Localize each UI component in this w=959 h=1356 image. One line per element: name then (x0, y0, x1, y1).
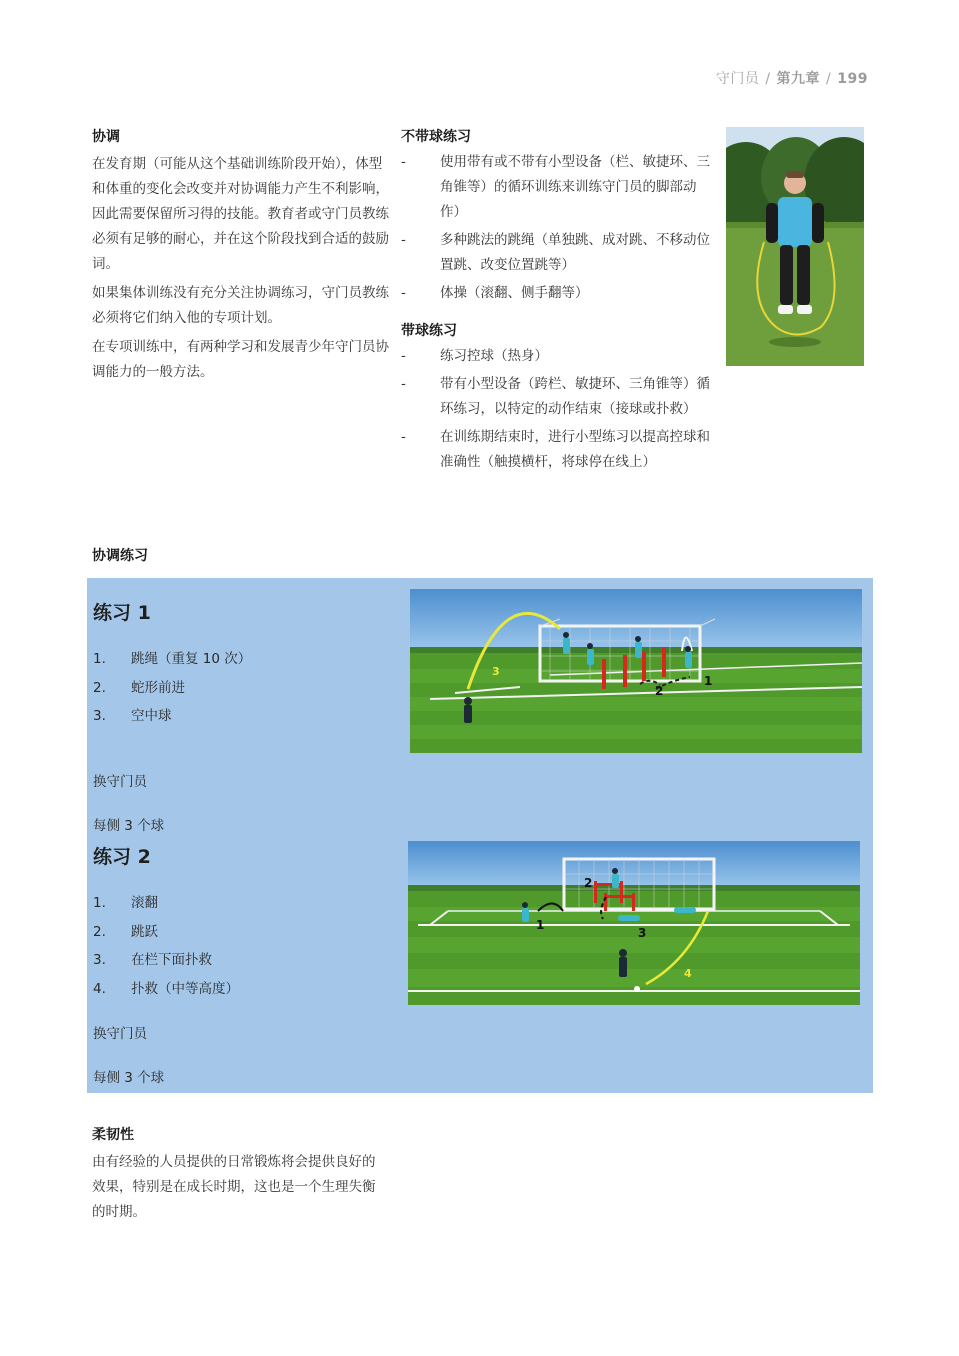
diagram-label-3: 3 (638, 926, 647, 940)
step-number: 1. (93, 651, 106, 667)
coordination-paragraph-3: 在专项训练中，有两种学习和发展青少年守门员协调能力的一般方法。 (92, 339, 389, 380)
photo-illustration (726, 127, 864, 366)
list-item (93, 975, 393, 1004)
step-text: 空中球 (131, 708, 172, 724)
dash-bullet: - (401, 348, 406, 364)
step-text: 跳绳（重复 10 次） (131, 651, 252, 667)
exercise-2-title: 练习 2 (93, 846, 151, 868)
step-text: 蛇形前进 (131, 679, 185, 696)
list-item-text: 使用带有或不带有小型设备（栏、敏捷环、三角锥等）的循环训练来训练守门员的脚部动作） (440, 154, 710, 220)
coordination-exercises-title: 协调练习 (92, 548, 148, 564)
without-ball-heading: 不带球练习 (401, 129, 471, 145)
exercise-1-note-balls: 每侧 3 个球 (93, 818, 165, 834)
running-header (716, 68, 868, 88)
exercise-1-note-rotate: 换守门员 (93, 774, 147, 790)
step-text: 滚翻 (131, 895, 158, 911)
list-item (93, 918, 393, 947)
list-item-text: 带有小型设备（跨栏、敏捷环、三角锥等）循环练习，以特定的动作结束（接球或扑救） (440, 376, 710, 417)
step-number: 2. (93, 923, 106, 940)
flexibility-paragraph: 由有经验的人员提供的日常锻炼将会提供良好的效果，特别是在成长时期，这也是一个生理失衡的时期。 (92, 1154, 376, 1220)
diagram-label-2: 2 (655, 684, 664, 698)
list-item-text: 体操（滚翻、侧手翻等） (440, 285, 589, 301)
list-item (401, 372, 711, 422)
list-item (401, 228, 711, 278)
coordination-paragraph-2: 如果集体训练没有充分关注协调练习，守门员教练必须将它们纳入他的专项计划。 (92, 285, 389, 326)
header-chapter: 第九章 (776, 71, 821, 87)
flexibility-section (92, 1124, 382, 1229)
step-number: 2. (93, 679, 106, 696)
dash-bullet: - (401, 285, 406, 301)
exercise-1-diagram (410, 589, 862, 753)
list-item (401, 281, 711, 306)
step-number: 1. (93, 895, 106, 911)
diagram-label-1: 1 (536, 918, 545, 932)
list-item (93, 946, 393, 975)
dash-bullet: - (401, 232, 406, 248)
page-number: 199 (837, 71, 868, 87)
goalkeeper-jump-rope-photo (726, 127, 864, 366)
list-item (401, 344, 711, 369)
diagram-label-4: 4 (684, 967, 692, 980)
dash-bullet: - (401, 376, 406, 392)
list-item (93, 889, 393, 918)
with-ball-heading: 带球练习 (401, 323, 457, 339)
list-item (401, 425, 711, 475)
step-text: 扑救（中等高度） (131, 980, 239, 997)
coordination-heading: 协调 (92, 129, 120, 145)
list-item-text: 多种跳法的跳绳（单独跳、成对跳、不移动位置跳、改变位置跳等） (440, 232, 710, 273)
diagram-label-1: 1 (704, 674, 713, 688)
flexibility-heading: 柔韧性 (92, 1127, 134, 1143)
header-separator-2: / (826, 71, 832, 87)
exercise-2-field-illustration (408, 841, 860, 1005)
dash-bullet: - (401, 154, 406, 170)
list-item (401, 150, 711, 225)
list-item (93, 645, 393, 674)
step-text: 跳跃 (131, 923, 158, 940)
step-text: 在栏下面扑救 (131, 952, 212, 968)
diagram-label-3: 3 (492, 665, 500, 678)
diagram-label-2: 2 (584, 876, 593, 890)
step-number: 3. (93, 952, 106, 968)
list-item (93, 702, 393, 731)
dash-bullet: - (401, 429, 406, 445)
exercise-2-note-balls: 每侧 3 个球 (93, 1070, 165, 1086)
exercise-box (87, 578, 873, 1093)
exercise-1-title: 练习 1 (93, 602, 151, 624)
step-number: 3. (93, 708, 106, 724)
without-ball-list (401, 150, 711, 306)
exercise-1-field-illustration (410, 589, 862, 753)
step-number: 4. (93, 980, 106, 997)
coordination-section (92, 126, 392, 389)
coordination-paragraph-1: 在发育期（可能从这个基础训练阶段开始），体型和体重的变化会改变并对协调能力产生不利影响，因此需要保留所习得的技能。教育者或守门员教练必须有足够的耐心，并在这个阶段找到合适的鼓励词。 (92, 156, 389, 272)
list-item-text: 练习控球（热身） (440, 348, 548, 364)
exercise-2-diagram (408, 841, 860, 1005)
exercise-1-steps (93, 645, 393, 731)
list-item (93, 674, 393, 703)
exercise-2-steps (93, 889, 393, 1003)
list-item-text: 在训练期结束时，进行小型练习以提高控球和准确性（触摸横杆，将球停在线上） (440, 429, 710, 470)
exercise-2 (93, 842, 393, 1092)
header-separator-1: / (765, 71, 771, 87)
exercise-2-note-rotate: 换守门员 (93, 1026, 147, 1042)
drills-section (401, 126, 711, 485)
header-section: 守门员 (715, 71, 760, 87)
with-ball-list (401, 344, 711, 475)
exercise-1 (93, 598, 393, 834)
